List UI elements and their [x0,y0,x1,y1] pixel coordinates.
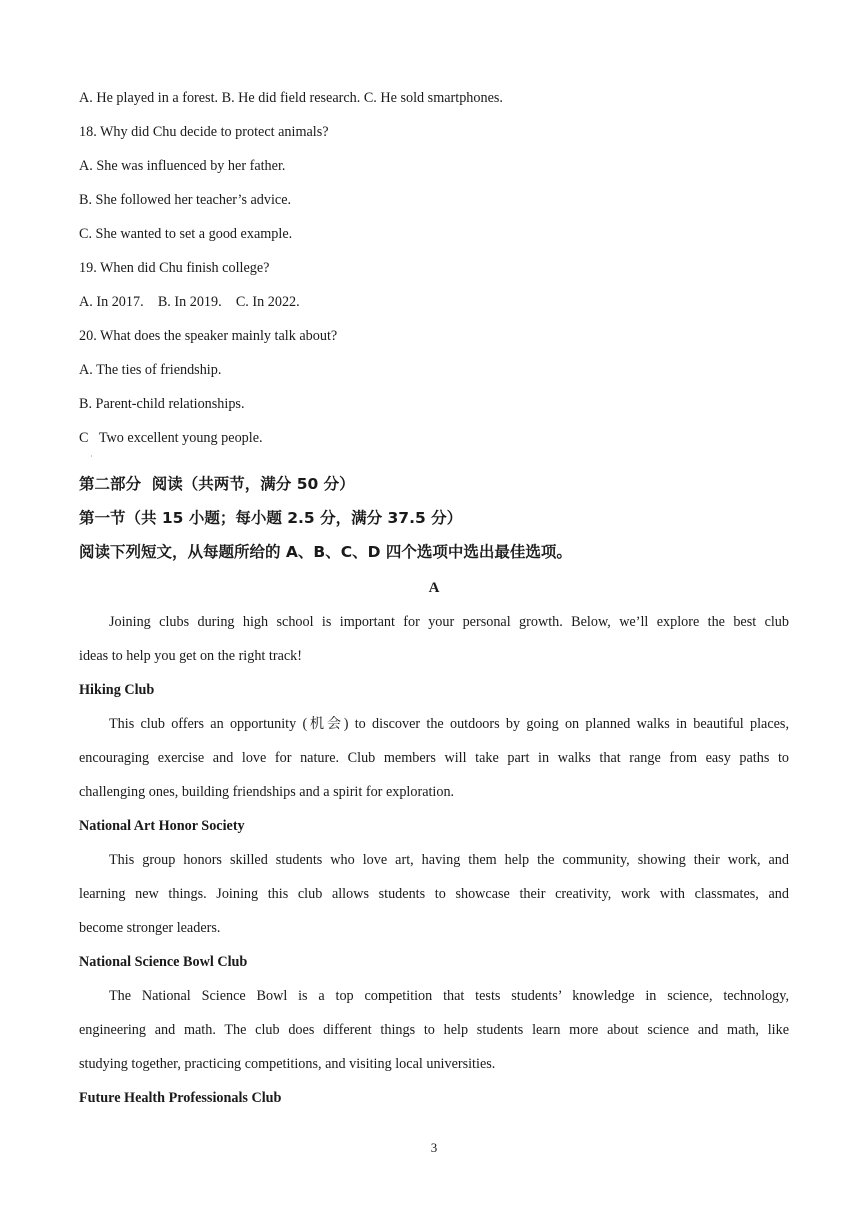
scan-dot: · [90,452,93,461]
q19-question: 19. When did Chu finish college? [79,260,270,276]
q20-option-a: A. The ties of friendship. [79,362,222,378]
hiking-line-1: This club offers an opportunity (机会) to discover the outdoors by going on planned walks in beautiful places, [109,716,789,732]
q19-options: A. In 2017. B. In 2019. C. In 2022. [79,294,300,310]
page-number: 3 [430,1140,438,1155]
science-line-1: The National Science Bowl is a top competition that tests students’ knowledge in science, technology, [109,988,789,1004]
q20-option-c: C Two excellent young people. [79,430,263,446]
reading-instruction: 阅读下列短文，从每题所给的 A、B、C、D 四个选项中选出最佳选项。 [79,543,572,561]
science-line-3: studying together, practicing competitions, and visiting local universities. [79,1056,496,1072]
art-line-2: learning new things. Joining this club allows students to showcase their creativity, work with classmates, and [79,886,789,902]
science-line-2: engineering and math. The club does different things to help students learn more about science and math, like [79,1022,789,1038]
intro-line-1: Joining clubs during high school is important for your personal growth. Below, we’ll explore the best club [109,614,789,630]
q20-question: 20. What does the speaker mainly talk about? [79,328,338,344]
q20-option-b: B. Parent-child relationships. [79,396,245,412]
q18-question: 18. Why did Chu decide to protect animals? [79,124,329,140]
q18-option-c: C. She wanted to set a good example. [79,226,293,242]
q17-options: A. He played in a forest. B. He did field research. C. He sold smartphones. [79,90,503,106]
hiking-line-2: encouraging exercise and love for nature. Club members will take part in walks that range from easy paths to [79,750,789,766]
intro-line-2: ideas to help you get on the right track! [79,648,302,664]
hiking-line-3: challenging ones, building friendships and a spirit for exploration. [79,784,455,800]
q18-option-b: B. She followed her teacher’s advice. [79,192,292,208]
health-club-title: Future Health Professionals Club [79,1090,282,1106]
art-society-title: National Art Honor Society [79,818,245,834]
science-bowl-title: National Science Bowl Club [79,954,248,970]
hiking-club-title: Hiking Club [79,682,155,698]
art-line-3: become stronger leaders. [79,920,221,936]
part-two-heading: 第二部分 阅读（共两节，满分 50 分） [79,475,355,493]
passage-label: A [428,580,440,596]
section-one-heading: 第一节（共 15 小题；每小题 2.5 分，满分 37.5 分） [79,509,463,527]
q18-option-a: A. She was influenced by her father. [79,158,286,174]
art-line-1: This group honors skilled students who love art, having them help the community, showing their work, and [109,852,789,868]
